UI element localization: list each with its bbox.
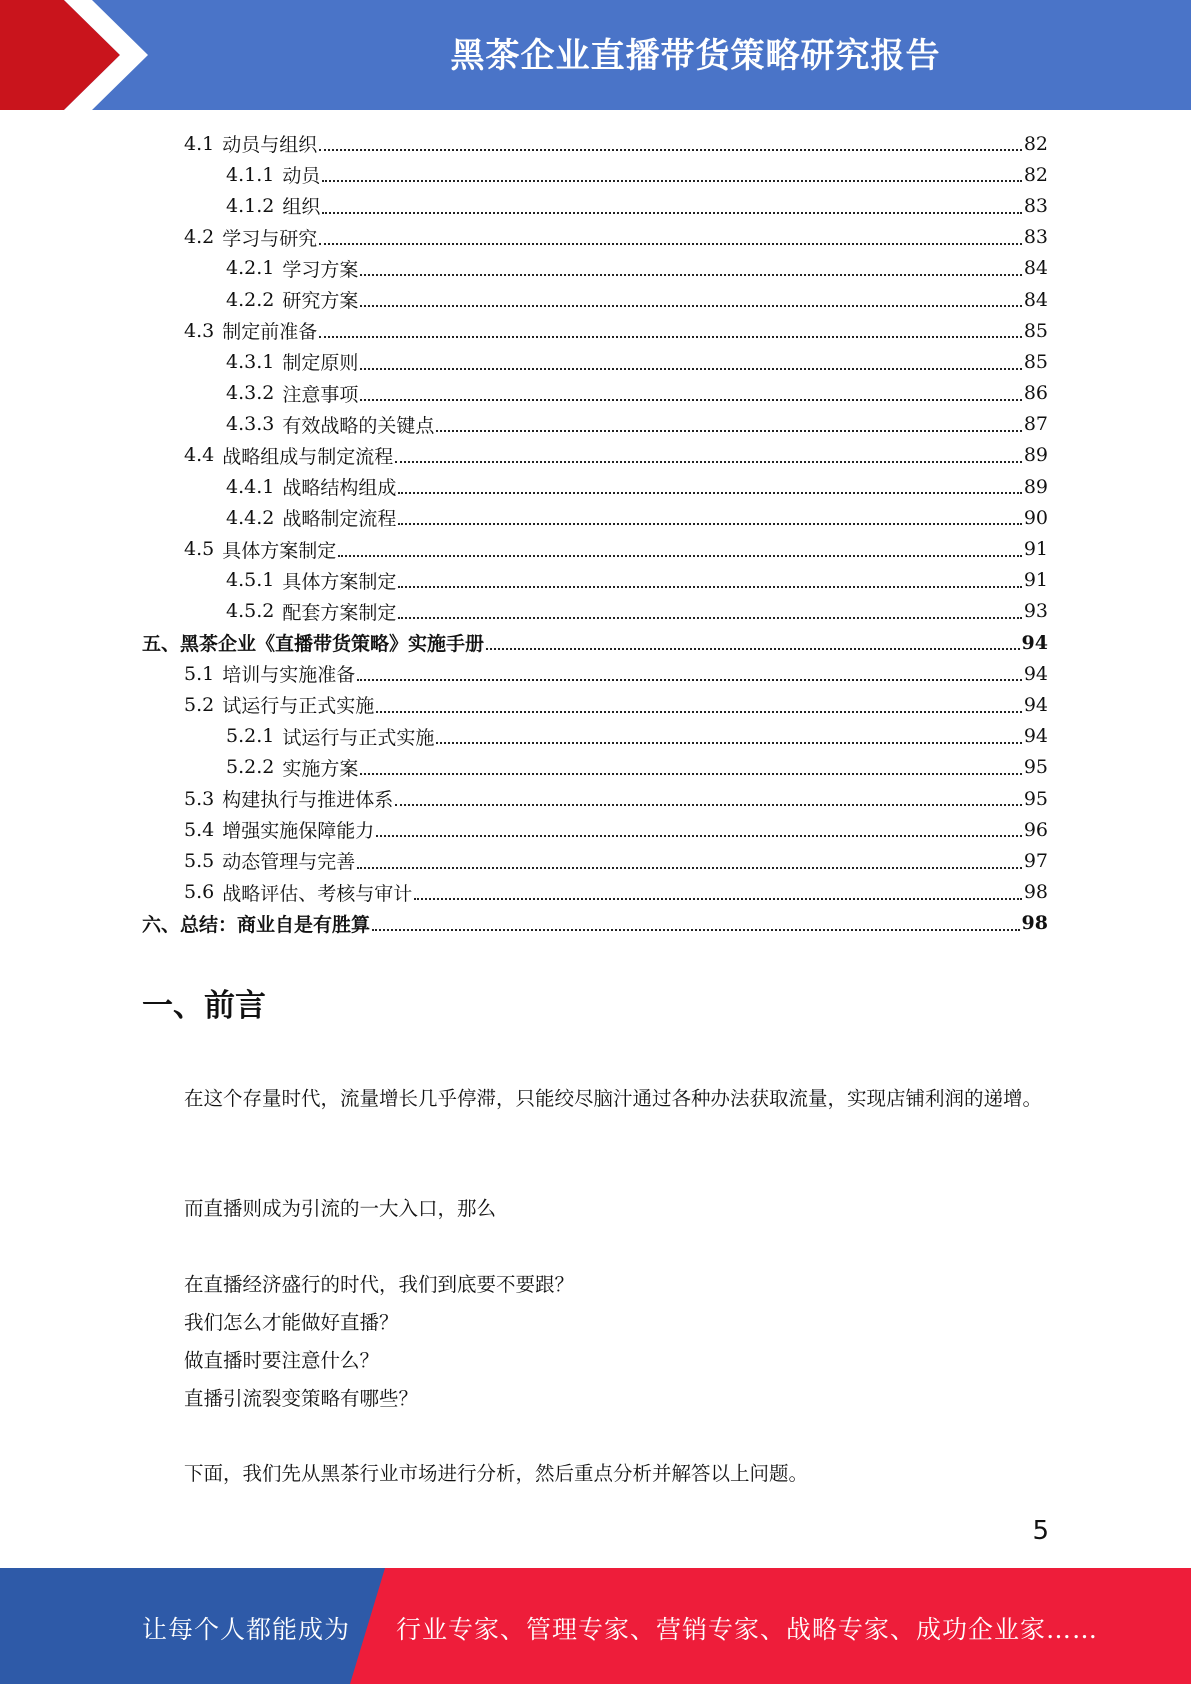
toc-entry-number: 4.1 [184,132,215,155]
toc-entry-title: 战略组成与制定流程 [222,445,394,468]
toc-leader-dots [360,368,1021,370]
toc-entry-page: 94 [1023,662,1048,685]
toc-entry-page: 90 [1023,506,1048,529]
question-item: 我们怎么才能做好直播？ [184,1311,399,1334]
toc-entry-number: 5.3 [184,787,215,810]
toc-leader-dots [372,929,1020,931]
toc-entry-number: 4.4 [184,444,215,467]
toc-entry[interactable] [142,877,1048,908]
page-number: 5 [1032,1516,1049,1546]
toc-leader-dots [398,492,1021,494]
toc-entry-page: 91 [1023,569,1048,592]
toc-entry-page: 83 [1023,194,1048,217]
toc-entry-number: 5.1 [184,662,215,685]
toc-entry-title: 试运行与正式实施 [222,695,375,718]
toc-entry-page: 94 [1021,631,1048,654]
toc-entry-number: 4.5.2 [226,600,275,623]
toc-entry-number: 4.3.1 [226,350,275,373]
question-item: 直播引流裂变策略有哪些？ [184,1387,419,1410]
section-heading: 一、前言 [142,988,266,1024]
footer-slogan-left: 让每个人都能成为 [142,1615,351,1644]
toc-entry-title: 增强实施保障能力 [222,820,375,843]
toc-entry-title: 实施方案 [282,757,359,780]
toc-entry-title: 战略评估、考核与审计 [222,882,413,905]
toc-leader-dots [395,461,1022,463]
header-chevron-decoration [0,0,160,110]
toc-entry-title: 研究方案 [282,290,359,313]
toc-entry[interactable] [142,565,1048,596]
table-of-contents [142,128,1048,939]
toc-entry-page: 84 [1023,257,1048,280]
toc-entry-number: 4.5 [184,538,215,561]
toc-entry-page: 85 [1023,319,1048,342]
toc-entry[interactable] [142,596,1048,627]
toc-leader-dots [436,430,1021,432]
toc-leader-dots [360,773,1021,775]
toc-entry-number: 4.1.1 [226,163,275,186]
toc-entry-number: 5.6 [184,881,215,904]
toc-entry-number: 4.2.2 [226,288,275,311]
question-item: 在直播经济盛行的时代，我们到底要不要跟？ [184,1273,575,1296]
toc-entry[interactable] [142,689,1048,720]
lead-paragraph: 而直播则成为引流的一大入口，那么 [184,1197,497,1220]
toc-entry[interactable] [142,378,1048,409]
toc-entry-title: 组织 [282,196,321,219]
toc-leader-dots [398,586,1021,588]
toc-entry-page: 95 [1023,787,1048,810]
question-item: 做直播时要注意什么？ [184,1349,380,1372]
toc-entry[interactable] [142,502,1048,533]
toc-entry-number: 5.2.1 [226,725,275,748]
toc-entry-page: 85 [1023,350,1048,373]
toc-entry-title: 学习方案 [282,258,359,281]
toc-entry-number: 5.2.2 [226,756,275,779]
toc-entry-number: 4.3.2 [226,382,275,405]
toc-entry-number: 4.2 [184,226,215,249]
toc-entry-page: 82 [1023,163,1048,186]
toc-leader-dots [360,274,1021,276]
toc-entry-number: 4.2.1 [226,257,275,280]
question-list [142,1266,1048,1418]
toc-entry[interactable] [142,471,1048,502]
toc-leader-dots [398,617,1021,619]
toc-leader-dots [376,711,1022,713]
toc-entry[interactable] [142,440,1048,471]
toc-entry-page: 98 [1021,912,1048,935]
toc-entry-title: 配套方案制定 [282,601,397,624]
toc-entry-title: 六、总结：商业自是有胜算 [142,913,371,936]
toc-entry-page: 94 [1023,693,1048,716]
toc-entry-number: 5.2 [184,693,215,716]
toc-entry-page: 86 [1023,382,1048,405]
toc-entry[interactable] [142,845,1048,876]
toc-leader-dots [395,804,1022,806]
toc-entry[interactable] [142,346,1048,377]
toc-entry-number: 4.4.2 [226,506,275,529]
toc-leader-dots [357,679,1022,681]
toc-entry-title: 注意事项 [282,383,359,406]
toc-leader-dots [436,742,1021,744]
toc-entry-page: 89 [1023,475,1048,498]
toc-entry[interactable] [142,222,1048,253]
toc-entry[interactable] [142,159,1048,190]
toc-entry-title: 战略制定流程 [282,508,397,531]
toc-entry-title: 五、黑茶企业《直播带货策略》实施手册 [142,633,485,656]
toc-leader-dots [376,835,1022,837]
toc-entry-page: 96 [1023,818,1048,841]
toc-entry-number: 4.3.3 [226,413,275,436]
toc-entry-title: 具体方案制定 [282,570,397,593]
toc-leader-dots [319,336,1022,338]
toc-entry-page: 97 [1023,849,1048,872]
toc-entry-title: 学习与研究 [222,227,318,250]
document-title: 黑茶企业直播带货策略研究报告 [450,36,941,76]
toc-entry-number: 4.1.2 [226,194,275,217]
page-footer [0,1568,1191,1684]
closing-paragraph: 下面，我们先从黑茶行业市场进行分析，然后重点分析并解答以上问题。 [184,1462,809,1485]
toc-entry-page: 91 [1023,538,1048,561]
toc-entry[interactable] [142,721,1048,752]
toc-entry-page: 94 [1023,725,1048,748]
toc-entry-title: 动员与组织 [222,134,318,157]
toc-leader-dots [319,149,1022,151]
intro-paragraph: 在这个存量时代，流量增长几乎停滞，只能绞尽脑汁通过各种办法获取流量，实现店铺利润的递增。 [184,1087,1043,1110]
toc-entry-page: 82 [1023,132,1048,155]
toc-entry-title: 制定原则 [282,352,359,375]
toc-entry-title: 动员 [282,165,321,188]
page-header [0,0,1191,110]
toc-entry-page: 83 [1023,226,1048,249]
toc-leader-dots [322,180,1021,182]
toc-leader-dots [357,867,1022,869]
toc-leader-dots [322,212,1021,214]
toc-entry[interactable] [142,533,1048,564]
toc-entry-title: 动态管理与完善 [222,851,356,874]
toc-entry[interactable] [142,284,1048,315]
toc-entry-page: 93 [1023,600,1048,623]
toc-entry-title: 有效战略的关键点 [282,414,435,437]
toc-entry-title: 构建执行与推进体系 [222,789,394,812]
toc-entry[interactable] [142,908,1048,939]
toc-leader-dots [360,399,1021,401]
toc-entry[interactable] [142,128,1048,159]
toc-entry-number: 5.4 [184,818,215,841]
toc-entry[interactable] [142,627,1048,658]
footer-slogan-right: 行业专家、管理专家、营销专家、战略专家、成功企业家…… [396,1615,1099,1644]
toc-entry-page: 95 [1023,756,1048,779]
toc-entry-title: 培训与实施准备 [222,664,356,687]
toc-leader-dots [338,555,1022,557]
toc-leader-dots [319,243,1022,245]
toc-leader-dots [414,898,1022,900]
toc-entry[interactable] [142,190,1048,221]
toc-leader-dots [398,523,1021,525]
toc-leader-dots [486,648,1020,650]
toc-entry[interactable] [142,253,1048,284]
toc-entry-title: 制定前准备 [222,321,318,344]
toc-entry-page: 98 [1023,881,1048,904]
toc-entry[interactable] [142,752,1048,783]
toc-entry-number: 5.5 [184,849,215,872]
toc-entry-number: 4.3 [184,319,215,342]
toc-entry-number: 4.4.1 [226,475,275,498]
toc-entry[interactable] [142,814,1048,845]
toc-entry-title: 具体方案制定 [222,539,337,562]
toc-leader-dots [360,305,1021,307]
toc-entry[interactable] [142,409,1048,440]
toc-entry-page: 89 [1023,444,1048,467]
toc-entry-title: 战略结构组成 [282,477,397,500]
toc-entry-title: 试运行与正式实施 [282,726,435,749]
toc-entry-page: 84 [1023,288,1048,311]
toc-entry[interactable] [142,315,1048,346]
toc-entry-number: 4.5.1 [226,569,275,592]
toc-entry-page: 87 [1023,413,1048,436]
toc-entry[interactable] [142,783,1048,814]
toc-entry[interactable] [142,658,1048,689]
